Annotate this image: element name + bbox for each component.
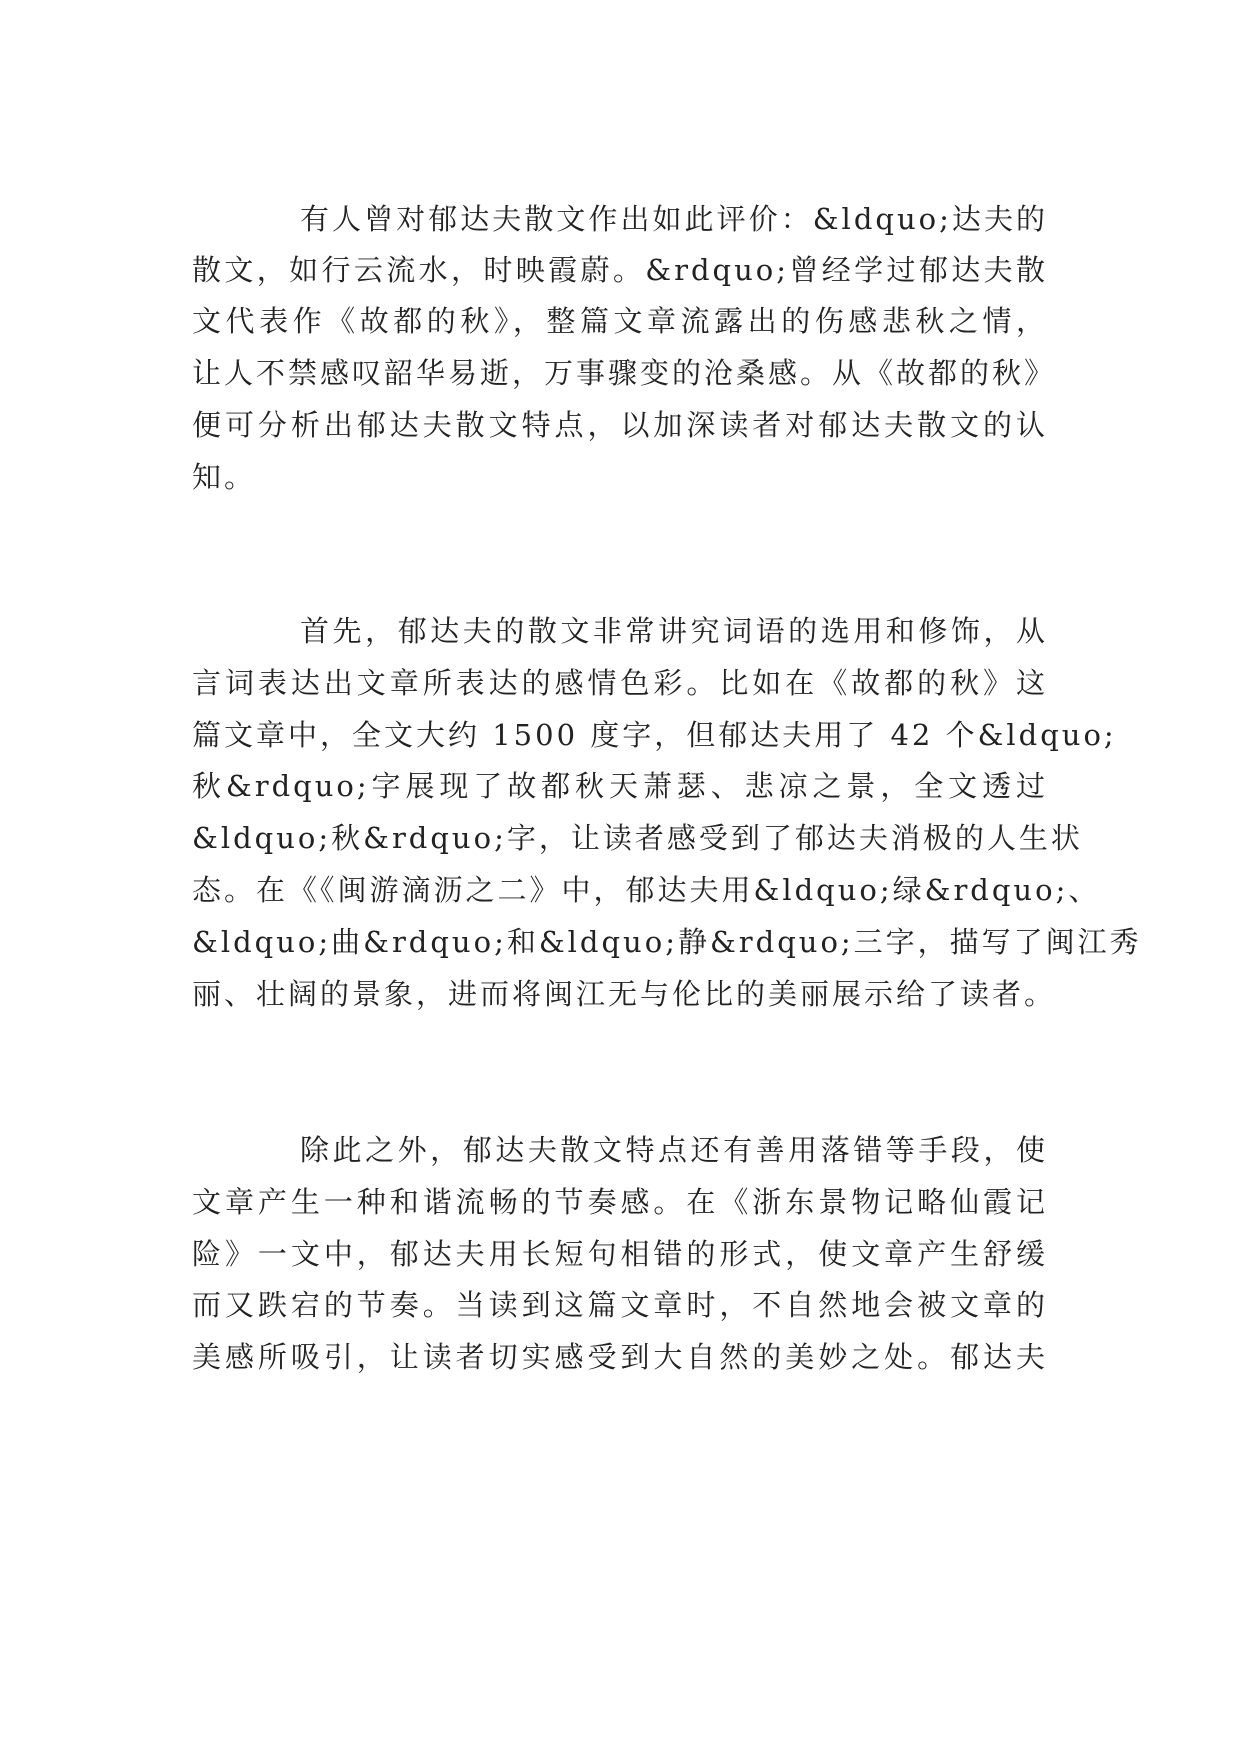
paragraph-2-line-2: 言词表达出文章所表达的感情色彩。比如在《故都的秋》这 [192, 666, 1048, 700]
paragraph-3-line-1: 除此之外，郁达夫散文特点还有善用落错等手段，使 [300, 1133, 1048, 1167]
paragraph-3-line-5: 美感所吸引，让读者切实感受到大自然的美妙之处。郁达夫 [192, 1340, 1048, 1374]
paragraph-1-line-5: 便可分析出郁达夫散文特点，以加深读者对郁达夫散文的认 [192, 408, 1048, 442]
paragraph-1-line-2: 散文，如行云流水，时映霞蔚。&rdquo;曾经学过郁达夫散 [192, 253, 1048, 287]
paragraph-3-line-4: 而又跌宕的节奏。当读到这篇文章时，不自然地会被文章的 [192, 1288, 1048, 1322]
paragraph-2-line-5: &ldquo;秋&rdquo;字，让读者感受到了郁达夫消极的人生状 [192, 821, 1083, 855]
paragraph-2-line-1: 首先，郁达夫的散文非常讲究词语的选用和修饰，从 [300, 614, 1048, 648]
paragraph-1-line-3: 文代表作《故都的秋》，整篇文章流露出的伤感悲秋之情， [192, 304, 1048, 338]
paragraph-1-line-4: 让人不禁感叹韶华易逝，万事骤变的沧桑感。从《故都的秋》 [192, 356, 1057, 390]
paragraph-3-line-3: 险》一文中，郁达夫用长短句相错的形式，使文章产生舒缓 [192, 1237, 1048, 1271]
paragraph-2-line-8: 丽、壮阔的景象，进而将闽江无与伦比的美丽展示给了读者。 [192, 977, 1057, 1011]
paragraph-2-line-3: 篇文章中，全文大约 1500 度字，但郁达夫用了 42 个&ldquo; [192, 718, 1117, 752]
paragraph-1-line-1: 有人曾对郁达夫散文作出如此评价：&ldquo;达夫的 [300, 202, 1048, 236]
paragraph-1-line-6: 知。 [192, 460, 257, 494]
paragraph-3-line-2: 文章产生一种和谐流畅的节奏感。在《浙东景物记略仙霞记 [192, 1185, 1048, 1219]
paragraph-2-line-4: 秋&rdquo;字展现了故都秋天萧瑟、悲凉之景，全文透过 [192, 769, 1048, 803]
paragraph-2-line-6: 态。在《《闽游滴沥之二》中，郁达夫用&ldquo;绿&rdquo;、 [192, 873, 1101, 907]
paragraph-2-line-7: &ldquo;曲&rdquo;和&ldquo;静&rdquo;三字，描写了闽江秀 [192, 925, 1142, 959]
